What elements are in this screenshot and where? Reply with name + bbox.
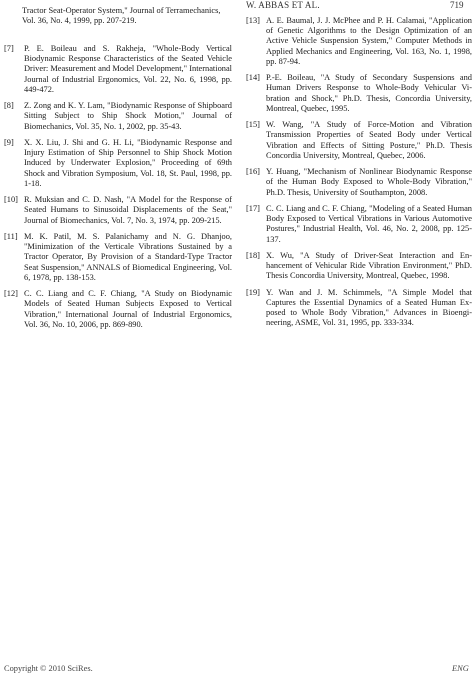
- reference-text: C. C. Liang and C. F. Chiang, "Modeling of a Seated Human Body Exposed to Vertical Vibrations in Various Automotive Postures," Industrial Health, Vol. 46, No. 2, 2008, pp. 125-137.: [266, 204, 472, 244]
- reference-7: [4, 44, 232, 95]
- page-number: 719: [450, 0, 464, 10]
- reference-9: [4, 138, 232, 189]
- reference-text: P. E. Boileau and S. Rakheja, "Whole-Body Vertical Biodynamic Response Characteristics of the Seated Vehicle Driver: Measurement and Model Development," International Journal of Industrial Ergonomics, Vol. 22, No. 6, 1998, pp. 449-472.: [24, 44, 232, 94]
- right-reference-column: [246, 16, 472, 335]
- reference-number: [11]: [4, 232, 18, 241]
- reference-15: [246, 120, 472, 161]
- reference-number: [18]: [246, 251, 260, 260]
- reference-number: [12]: [4, 289, 18, 299]
- reference-12: [4, 289, 232, 330]
- reference-11: [4, 232, 232, 283]
- journal-abbreviation: ENG: [452, 664, 469, 673]
- reference-number: [17]: [246, 204, 260, 213]
- reference-18: [246, 251, 472, 282]
- reference-number: [10]: [4, 195, 18, 205]
- reference-text: X. Wu, "A Study of Driver-Seat Interaction and Enhancement of Vehicular Ride Vibration Environment," PhD. Thesis Concordia University, Montreal, Quebec, 1998.: [266, 251, 472, 281]
- reference-10: [4, 195, 232, 226]
- reference-number: [14]: [246, 73, 260, 83]
- reference-text: W. Wang, "A Study of Force-Motion and Vibration Transmission Properties of Seated Body under Vertical Vibration and Effects of Sitting Posture," Ph.D. Thesis Concordia University, Montreal, Quebec, 2006.: [266, 120, 472, 160]
- reference-17: [246, 204, 472, 245]
- left-reference-column: [4, 44, 232, 336]
- reference-text: Y. Huang, "Mechanism of Nonlinear Biodynamic Response of the Human Body Exposed to Whole-Body Vibration," Ph.D. Thesis, University of Southampton, 2008.: [266, 167, 472, 197]
- reference-text: M. K. Patil, M. S. Palanichamy and N. G. Dhanjoo, "Minimization of the Verticale Vibrations Sustained by a Tractor Operator, By Provision of a Standard-Type Tractor Seat Suspension," ANNALS of Biomedical Engineering, Vol. 6, 1978, pp. 138-153.: [24, 232, 232, 282]
- reference-number: [19]: [246, 287, 260, 297]
- reference-number: [15]: [246, 120, 260, 130]
- reference-text: Y. Wan and J. M. Schimmels, "A Simple Model that Captures the Essential Dynamics of a Seated Human Exposed to Whole Body Vibration," Advances in Bioengineering, ASME, Vol. 31, 1995, pp. 333-334.: [266, 287, 472, 328]
- reference-continuation: Tractor Seat-Operator System," Journal of Terramechanics, Vol. 36, No. 4, 1999, pp. 207-219.: [22, 6, 221, 26]
- reference-text: R. Muksian and C. D. Nash, "A Model for the Response of Seated Humans to Sinusoidal Displacements of the Seat," Journal of Biomechanics, Vol. 7, No. 3, 1974, pp. 209-215.: [24, 195, 232, 225]
- reference-number: [8]: [4, 101, 14, 111]
- reference-text: C. C. Liang and C. F. Chiang, "A Study on Biodynamic Models of Seated Human Subjects Exposed to Vertical Vibration," International Journal of Industrial Ergonomics, Vol. 36, No. 10, 2006, pp. 869-890.: [24, 289, 232, 329]
- copyright-notice: Copyright © 2010 SciRes.: [4, 664, 93, 673]
- reference-text: X. X. Liu, J. Shi and G. H. Li, "Biodynamic Response and Injury Estimation of Ship Personnel to Ship Shock Motion Induced by Underwater Explosion," Proceeding of 69th Shock and Vibration Symposium, Vol. 18, St. Paul, 1998, pp. 1-18.: [24, 138, 232, 188]
- reference-number: [9]: [4, 138, 14, 147]
- reference-text: Z. Zong and K. Y. Lam, "Biodynamic Response of Shipboard Sitting Subject to Ship Shock Motion," Journal of Biomechanics, Vol. 35, No. 1, 2002, pp. 35-43.: [24, 101, 232, 131]
- reference-number: [7]: [4, 44, 14, 53]
- reference-8: [4, 101, 232, 132]
- reference-19: [246, 288, 472, 329]
- reference-13: [246, 16, 472, 67]
- reference-number: [16]: [246, 167, 260, 177]
- reference-number: [13]: [246, 16, 260, 25]
- reference-text: A. E. Baumal, J. J. McPhee and P. H. Calamai, "Application of Genetic Algorithms to the Design Optimization of an Active Vehicle Suspension System," Computer Methods in Applied Mechanics and Engineering, Vol. 163, No. 1, 1998, pp. 87-94.: [266, 16, 472, 66]
- reference-16: [246, 167, 472, 198]
- reference-text: P.-E. Boileau, "A Study of Secondary Suspensions and Human Drivers Response to Whole-Body Vehicular Vibration and Shock," Ph.D. Thesis, Concordia University, Montreal, Quebec, 1995.: [266, 73, 472, 113]
- running-head: W. ABBAS ET AL.: [246, 0, 320, 10]
- reference-14: [246, 73, 472, 114]
